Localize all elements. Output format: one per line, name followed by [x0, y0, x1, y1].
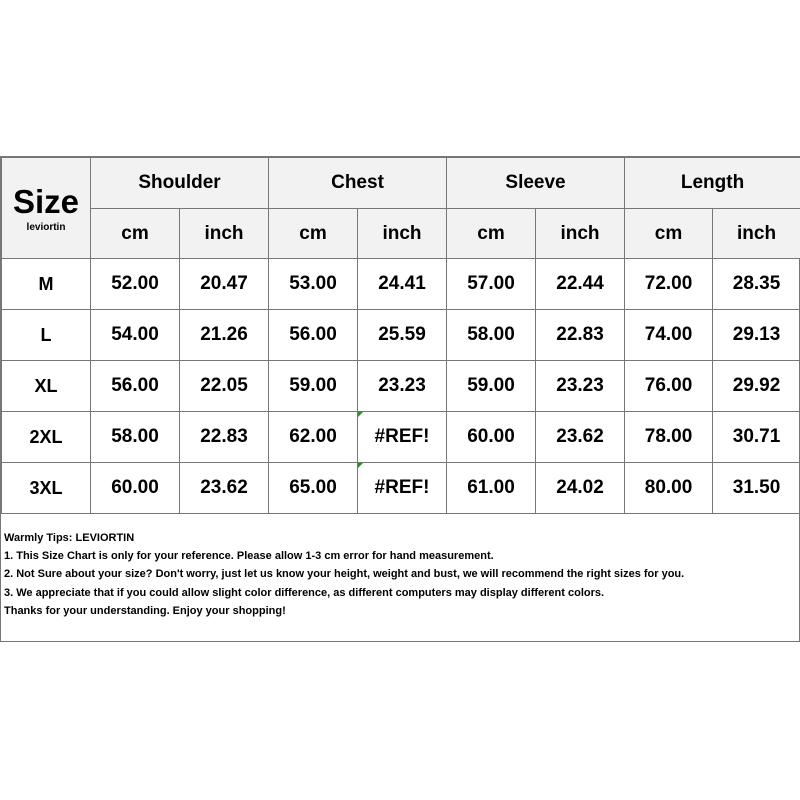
tip-line: 3. We appreciate that if you could allow slight color difference, as different computers may display different colors. — [4, 586, 605, 599]
table-row — [2, 310, 800, 361]
measurement-cell: 65.00 — [269, 463, 358, 514]
measurement-cell: 20.47 — [180, 259, 269, 310]
measurement-cell: 24.41 — [358, 259, 447, 310]
measurement-cell: 62.00 — [269, 412, 358, 463]
size-label: M — [2, 259, 91, 310]
table-row — [2, 463, 800, 514]
unit-header: cm — [91, 209, 180, 259]
measurement-cell: 31.50 — [713, 463, 800, 514]
tip-line: 1. This Size Chart is only for your reference. Please allow 1-3 cm error for hand measurement. — [4, 550, 494, 563]
unit-header: cm — [269, 209, 358, 259]
measurement-cell: 54.00 — [91, 310, 180, 361]
size-label: 2XL — [2, 412, 91, 463]
measurement-cell: 76.00 — [625, 361, 713, 412]
measurement-cell: 59.00 — [269, 361, 358, 412]
brand-label: leviortin — [26, 222, 66, 233]
size-title: Size — [12, 183, 80, 220]
measurement-cell: 72.00 — [625, 259, 713, 310]
measurement-cell: 53.00 — [269, 259, 358, 310]
table-row — [2, 259, 800, 310]
measurement-cell: #REF! — [358, 463, 447, 514]
measurement-cell: 25.59 — [358, 310, 447, 361]
measurement-cell: 29.92 — [713, 361, 800, 412]
size-table — [1, 157, 800, 514]
measurement-cell: 22.44 — [536, 259, 625, 310]
measurement-cell: 60.00 — [91, 463, 180, 514]
measurement-cell: #REF! — [358, 412, 447, 463]
measurement-cell: 80.00 — [625, 463, 713, 514]
measurement-cell: 56.00 — [91, 361, 180, 412]
size-header-cell — [2, 158, 91, 259]
measurement-cell: 58.00 — [447, 310, 536, 361]
unit-header: cm — [447, 209, 536, 259]
measurement-cell: 61.00 — [447, 463, 536, 514]
measurement-cell: 30.71 — [713, 412, 800, 463]
measurement-cell: 57.00 — [447, 259, 536, 310]
measurement-cell: 78.00 — [625, 412, 713, 463]
size-label: XL — [2, 361, 91, 412]
measurement-cell: 22.83 — [180, 412, 269, 463]
measurement-cell: 23.62 — [536, 412, 625, 463]
unit-header: inch — [536, 209, 625, 259]
header-length: Length — [625, 158, 800, 209]
unit-header: inch — [180, 209, 269, 259]
unit-header: cm — [625, 209, 713, 259]
unit-header: inch — [358, 209, 447, 259]
tip-line: 2. Not Sure about your size? Don't worry, just let us know your height, weight and bust, we will recommend the right sizes for you. — [4, 568, 685, 581]
measurement-cell: 21.26 — [180, 310, 269, 361]
measurement-cell: 74.00 — [625, 310, 713, 361]
table-row — [2, 361, 800, 412]
tips-heading: Warmly Tips: LEVIORTIN — [4, 532, 135, 544]
measurement-cell: 23.23 — [358, 361, 447, 412]
measurement-cell: 22.05 — [180, 361, 269, 412]
size-label: 3XL — [2, 463, 91, 514]
table-row — [2, 412, 800, 463]
measurement-cell: 58.00 — [91, 412, 180, 463]
measurement-cell: 52.00 — [91, 259, 180, 310]
size-chart — [0, 156, 800, 642]
measurement-cell: 29.13 — [713, 310, 800, 361]
measurement-cell: 28.35 — [713, 259, 800, 310]
measurement-cell: 23.23 — [536, 361, 625, 412]
size-label: L — [2, 310, 91, 361]
unit-header: inch — [713, 209, 800, 259]
header-chest: Chest — [269, 158, 447, 209]
measurement-cell: 60.00 — [447, 412, 536, 463]
header-sleeve: Sleeve — [447, 158, 625, 209]
measurement-cell: 56.00 — [269, 310, 358, 361]
measurement-cell: 23.62 — [180, 463, 269, 514]
header-shoulder: Shoulder — [91, 158, 269, 209]
measurement-cell: 24.02 — [536, 463, 625, 514]
warm-tips — [4, 529, 794, 620]
measurement-cell: 22.83 — [536, 310, 625, 361]
measurement-cell: 59.00 — [447, 361, 536, 412]
tips-closing: Thanks for your understanding. Enjoy your shopping! — [4, 604, 286, 617]
